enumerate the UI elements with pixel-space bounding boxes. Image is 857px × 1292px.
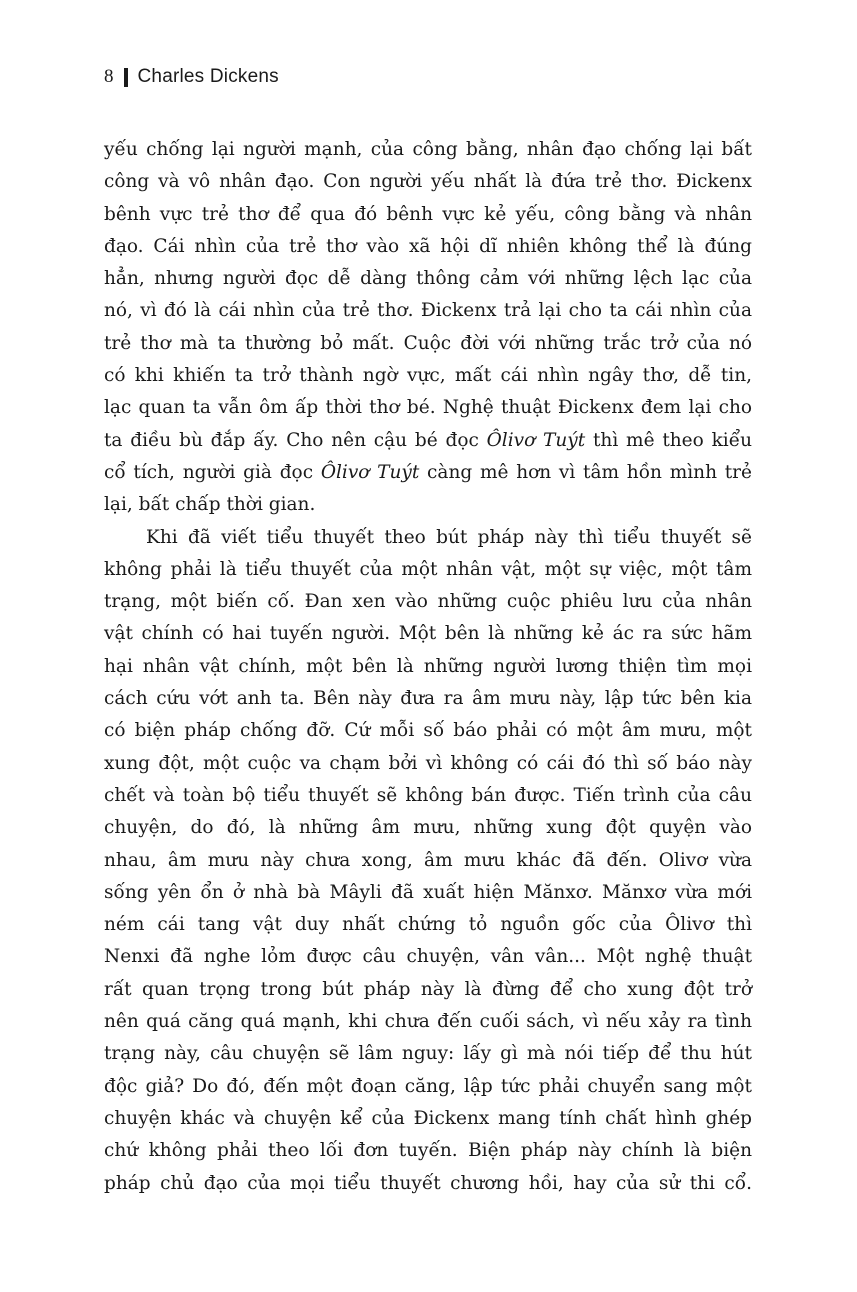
text-line: chết và toàn bộ tiểu thuyết sẽ không bán được. Tiến trình của câu [104, 784, 752, 806]
text-line: trẻ thơ mà ta thường bỏ mất. Cuộc đời với những trắc trở của nó [104, 332, 752, 354]
text-line: độc giả? Do đó, đến một đoạn căng, lập tức phải chuyển sang một [104, 1075, 752, 1097]
text-line: chuyện, do đó, là những âm mưu, những xung đột quyện vào [104, 817, 752, 839]
text-line: xung đột, một cuộc va chạm bởi vì không có cái đó thì số báo này [104, 752, 752, 774]
text-line: cách cứu vớt anh ta. Bên này đưa ra âm mưu này, lập tức bên kia [104, 688, 752, 710]
book-title-italic: Ôlivơ Tuýt [486, 429, 586, 451]
text-segment: thì mê theo kiểu [585, 429, 752, 451]
text-line: pháp chủ đạo của mọi tiểu thuyết chương hồi, hay của sử thi cổ. [104, 1172, 752, 1194]
text-line: vật chính có hai tuyến người. Một bên là những kẻ ác ra sức hãm [104, 623, 752, 645]
text-line: đạo. Cái nhìn của trẻ thơ vào xã hội dĩ nhiên không thể là đúng [104, 235, 752, 257]
running-header [104, 64, 279, 90]
text-line: lạc quan ta vẫn ôm ấp thời thơ bé. Nghệ thuật Đickenx đem lại cho [104, 397, 752, 419]
text-line: không phải là tiểu thuyết của một nhân vật, một sự việc, một tâm [104, 558, 752, 580]
body-text [104, 134, 752, 1200]
text-line: Khi đã viết tiểu thuyết theo bút pháp này thì tiểu thuyết sẽ [146, 526, 752, 548]
text-line: trạng này, câu chuyện sẽ lâm nguy: lấy gì mà nói tiếp để thu hút [104, 1043, 752, 1065]
text-line: ném cái tang vật duy nhất chứng tỏ nguồn gốc của Ôlivơ thì [104, 914, 752, 936]
text-segment: ta điều bù đắp ấy. Cho nên cậu bé đọc [104, 429, 487, 451]
text-line [104, 457, 752, 489]
text-line: có khi khiến ta trở thành ngờ vực, mất cái nhìn ngây thơ, dễ tin, [104, 365, 752, 387]
text-segment: càng mê hơn vì tâm hồn mình trẻ [419, 461, 752, 483]
text-line: sống yên ổn ở nhà bà Mâyli đã xuất hiện Mănxơ. Mănxơ vừa mới [104, 881, 752, 903]
text-line: rất quan trọng trong bút pháp này là đừng để cho xung đột trở [104, 978, 752, 1000]
text-line: Nenxi đã nghe lỏm được câu chuyện, vân vân... Một nghệ thuật [104, 946, 752, 968]
text-line: nó, vì đó là cái nhìn của trẻ thơ. Đickenx trả lại cho ta cái nhìn của [104, 300, 752, 322]
paragraph-1 [104, 134, 752, 522]
text-line: công và vô nhân đạo. Con người yếu nhất là đứa trẻ thơ. Đickenx [104, 171, 752, 193]
text-line: chuyện khác và chuyện kể của Đickenx mang tính chất hình ghép [104, 1107, 752, 1129]
text-line: hẳn, nhưng người đọc dễ dàng thông cảm với những lệch lạc của [104, 268, 752, 290]
text-line: lại, bất chấp thời gian. [104, 494, 316, 516]
book-title-italic: Ôlivơ Tuýt [320, 461, 420, 483]
header-divider-bar [124, 68, 128, 87]
text-line: chứ không phải theo lối đơn tuyến. Biện pháp này chính là biện [104, 1140, 752, 1162]
text-line: yếu chống lại người mạnh, của công bằng, nhân đạo chống lại bất [104, 139, 752, 160]
text-line: có biện pháp chống đỡ. Cứ mỗi số báo phải có một âm mưu, một [104, 720, 752, 742]
text-segment: cổ tích, người già đọc [104, 461, 321, 483]
page-number: 8 [104, 66, 114, 87]
text-line: bênh vực trẻ thơ để qua đó bênh vực kẻ yếu, công bằng và nhân [104, 203, 752, 225]
text-line: nhau, âm mưu này chưa xong, âm mưu khác đã đến. Olivơ vừa [104, 849, 752, 871]
text-line [104, 425, 752, 457]
running-header-author: Charles Dickens [137, 66, 279, 87]
paragraph-2 [104, 522, 752, 1200]
text-line: hại nhân vật chính, một bên là những người lương thiện tìm mọi [104, 655, 752, 677]
text-line: trạng, một biến cố. Đan xen vào những cuộc phiêu lưu của nhân [104, 591, 752, 613]
text-line: nên quá căng quá mạnh, khi chưa đến cuối sách, vì nếu xảy ra tình [104, 1011, 752, 1033]
